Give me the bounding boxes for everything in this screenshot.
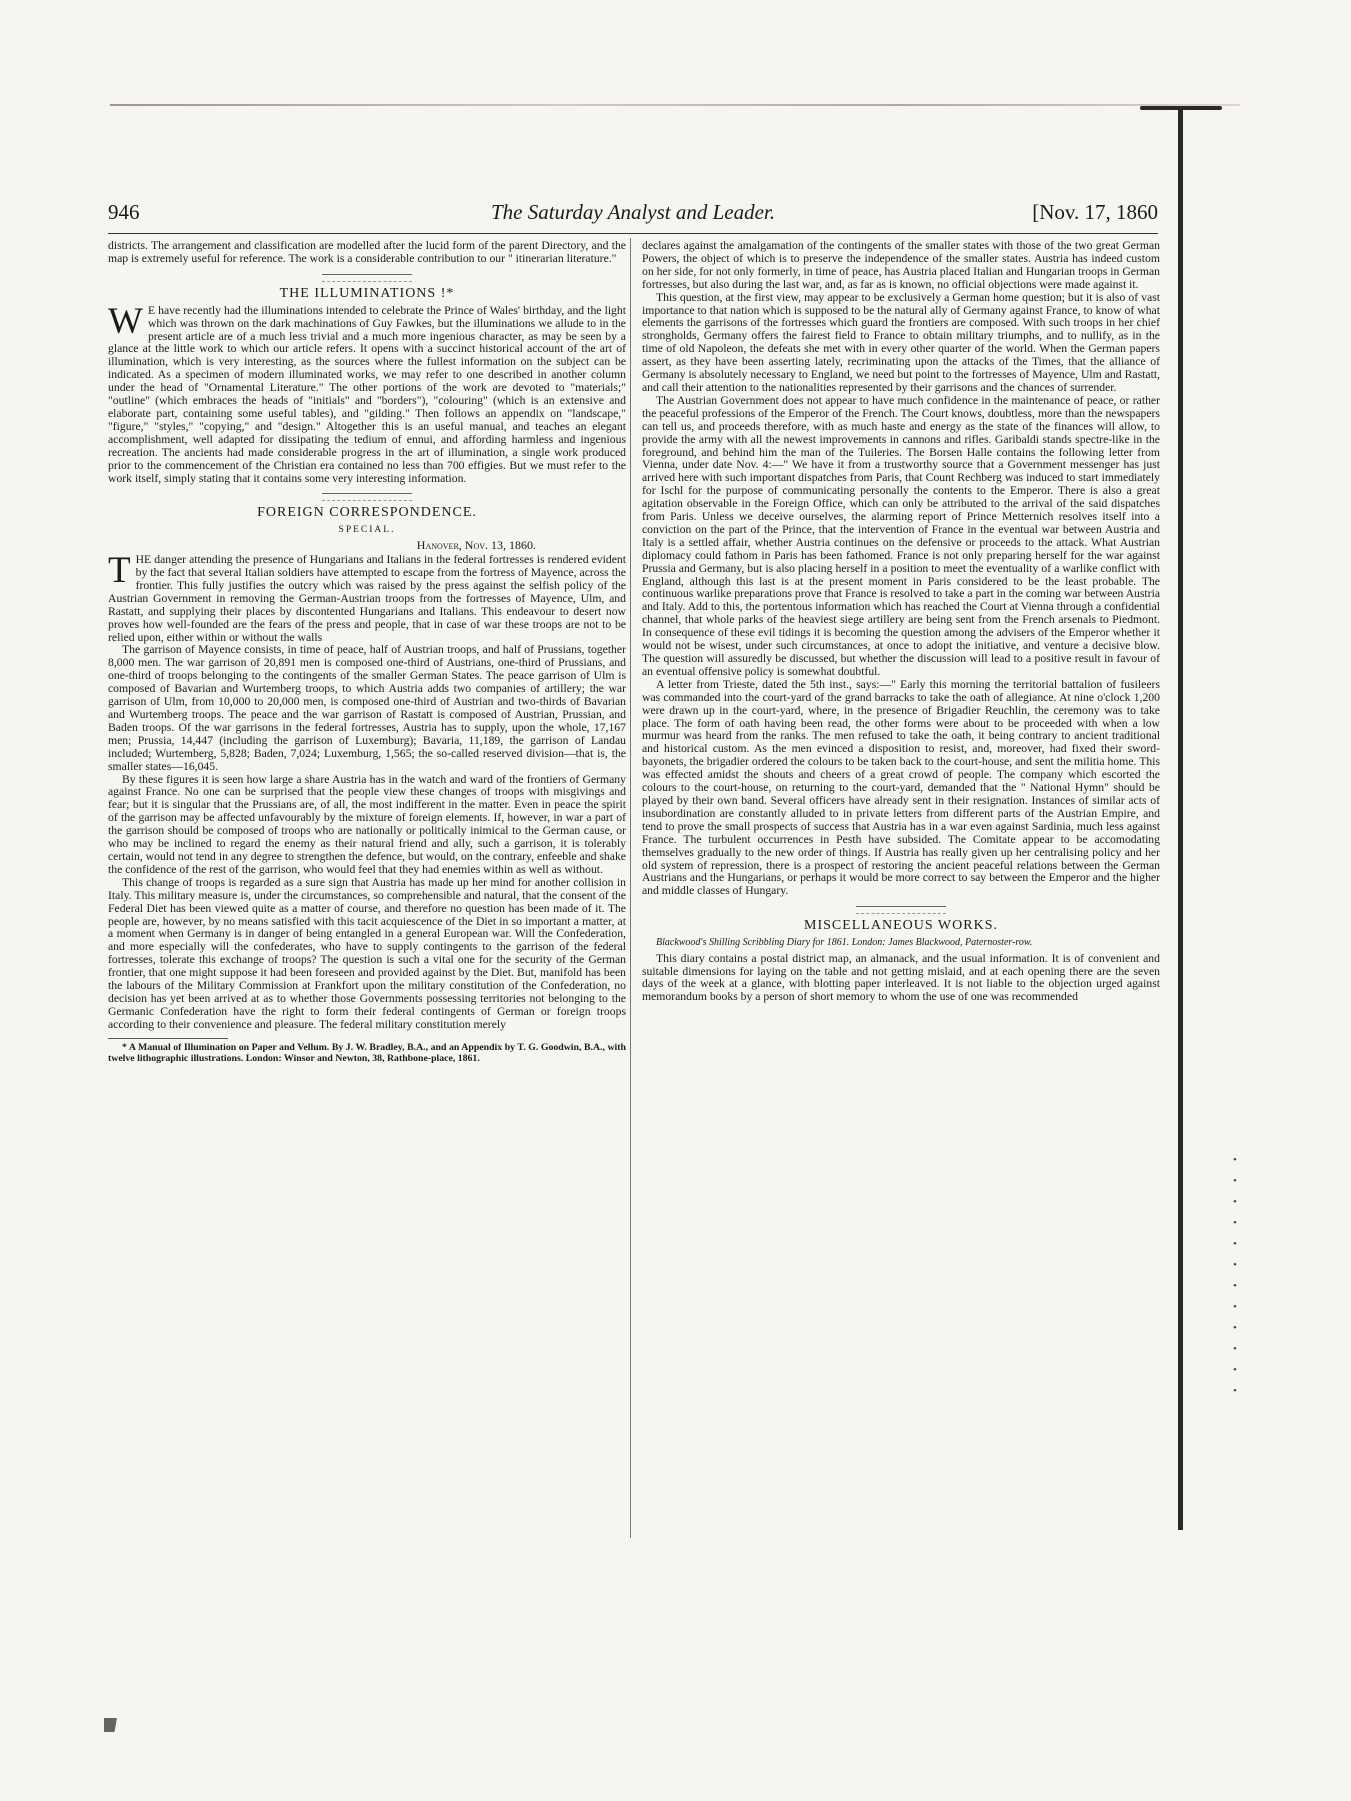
scan-top-edge (110, 104, 1240, 106)
issue-date: [Nov. 17, 1860 (1032, 200, 1158, 224)
intro-paragraph: districts. The arrangement and classification are modelled after the lucid form of the parent Directory, and the map is extremely useful for reference. The work is a considerable contribution to our " itinerarian literature." (108, 239, 626, 265)
misc-listing: Blackwood's Shilling Scribbling Diary for 1861. London: James Blackwood, Paternoster-row. (656, 937, 1033, 949)
footnote: * A Manual of Illumination on Paper and Vellum. By J. W. Bradley, B.A., and an Appendix by T. G. Goodwin, B.A., with twelve lithographic illustrations. London: Winsor and Newton, 38, Rathbone-place, 1861. (108, 1041, 626, 1064)
section-divider (322, 274, 412, 282)
foreign-subtitle: SPECIAL. (338, 525, 396, 536)
scan-corner-mark (104, 1718, 144, 1732)
foreign-correspondence-title: FOREIGN CORRESPONDENCE. (257, 505, 477, 521)
right-paragraph: This question, at the first view, may appear to be exclusively a German home question; but it is also of vast importance to that nation which is supposed to be the natural ally of Germany against France, to know of what elements the garrisons of the fortresses which guard the frontiers are composed. With such troops in her chief strongholds, Germany offers the fairest field to France to obtain military triumphs, and to nullify, as in the time of old Napoleon, the defeats she met with in every other quarter of the world. When the German papers assert, as they have been asserting lately, recriminating upon the attacks of the Times, that the alliance of Germany is absolutely necessary to England, we need but point to the fortresses of Mayence, Ulm and Rastatt, and call their attention to the nationalities represented by their garrisons and the chances of surrender. (642, 290, 1160, 394)
column-divider (630, 238, 631, 1538)
right-paragraph: The Austrian Government does not appear to have much confidence in the maintenance of peace, or rather the peaceful professions of the Emperor of the French. The Court knows, doubtless, more than the newspapers can tell us, and proceeds therefore, with as much haste and energy as the state of the finances will allow, to provide the army with all the newest improvements in cannons and rifles. Garibaldi stands spectre-like in the foreground, and behind him the man of the Tuileries. The Borsen Halle contains the following letter from Vienna, under date Nov. 4:—" We have it from a trustworthy source that a Government messenger has just arrived here with such important dispatches from Paris, that Count Rechberg was induced to start immediately for Ischl for the purpose of communicating personally the contents to the Emperor. There is also a great agitation observable in the Foreign Office, which can only be attributed to the arrival of the said dispatches from Paris. Unless we deceive ourselves, the alarming report of Prince Metternich resolves itself into a conviction on the part of the Prince, that the intervention of France in the eventual war between Austria and Italy is a settled affair, whether Austria continues on the defensive or proceeds to the attack. What Austrian diplomacy could fathom in Paris has been fathomed. France is not only preparing herself for the war against Prussia and Germany, but is also placing herself in a position to meet the eventuality of a warlike conflict with England, although this last is at the present moment in Paris considered to be the least probable. The continuous warlike preparations prove that France is resolved to take a part in the coming war between Austria and Italy. Add to this, the portentous information which has reached the Court at Vienna through a confidential channel, that whole parks of the heaviest siege artillery are being sent from the French arsenals to Piedmont. In consequence of these evil tidings it is becoming the question among the advisers of the Emperor whether it would not be wisest, under such circumstances, at once to adopt the initiative, and venture a decisive blow. The question will assuredly be discussed, but whether the discussion will lead to a positive result in favour of an eventual offensive policy is somewhat doubtful. (642, 393, 1160, 678)
page-header (108, 200, 1158, 230)
illuminations-title: THE ILLUMINATIONS !* (279, 285, 455, 301)
header-rule (108, 233, 1158, 234)
right-column (642, 240, 1160, 1004)
left-column (108, 240, 626, 1064)
footnote-rule (108, 1038, 228, 1039)
right-paragraph: declares against the amalgamation of the contingents of the smaller states with those of the two great German Powers, the object of which is to preserve the independence of the smaller states. Austria has indeed custom on her side, for not only formerly, in time of peace, has Austria placed Italian and Hungarian troops in German fortresses, but also during the last war, and, as far as is known, no official objections were made against it. (642, 239, 1160, 291)
illuminations-body: E have recently had the illuminations intended to celebrate the Prince of Wales' birthday, and the light which was thrown on the dark machinations of Guy Fawkes, but the illuminations we allude to in the present article are of a much less trivial and a much more ingenious character, as may be seen by a glance at the little work to which our article refers. It opens with a succinct historical account of the art of illumination, which is very interesting, as the sources where the fullest information on the subject can be indicated. As a specimen of modern illuminated works, we may refer to one described in another column under the head of "Ornamental Literature." The other portions of the work are devoted to "materials;" "outline" (which embraces the heads of "initials" and "borders"), "colouring" (which is an extensive and elaborate part, containing some useful tables), and "gilding." Then follows an appendix on "landscape," "figure," "styles," "copying," and "design." Altogether this is an useful manual, and teaches an elegant accomplishment, well adapted for dissipating the tedium of ennui, and affording harmless and ingenious recreation. The ancients had made considerable progress in the art of illumination, a single work produced prior to the commencement of the Christian era contained no less than 700 effigies. But we must refer to the work itself, simply stating that it contains some very interesting information. (108, 303, 626, 485)
dropcap-t: T (108, 550, 131, 592)
right-paragraph: A letter from Trieste, dated the 5th inst., says:—" Early this morning the territorial battalion of fusileers was commanded into the court-yard of the grand barracks to take the oath of allegiance. At nine o'clock 1,200 were drawn up in the court-yard, where, in the presence of Brigadier Reuchlin, the ceremony was to take place. The form of oath having been read, the other forms were about to be proceeded with when a low murmur was heard from the ranks. The men refused to take the oath, it being contrary to ancient traditional and historical custom. As the men evinced a disposition to resist, and, moreover, had fixed their sword-bayonets, the brigadier ordered the colours to be taken back to the court-house, and sent the militia home. This was effected amidst the shouts and cheers of a great crowd of people. The company which escorted the colours to the court-house, on returning to the court-yard, demanded that the " National Hymn" should be played by their own band. Several officers have already sent in their resignation. Instances of similar acts of insubordination are constantly alluded to in private letters from different parts of the Austrian Empire, and tend to prove the small prospects of success that Austria has in a war even against Sardinia, much less against France. The turbulent occurrences in Pesth have subsided. The Comitate appear to be accomodating themselves gradually to the new order of things. If Austria has really given up her centralising policy and her old system of repression, there is a prospect of restoring the ancient peaceful relations between the German Austrians and the Hungarians, or perhaps it would be more correct to say between the Emperor and the higher and middle classes of Hungary. (642, 677, 1160, 898)
illuminations-article (108, 300, 626, 486)
foreign-dateline: Hanover, Nov. 13, 1860. (416, 538, 536, 553)
misc-works-title: MISCELLANEOUS WORKS. (804, 918, 998, 934)
foreign-paragraph-text: HE danger attending the presence of Hungarians and Italians in the federal fortresses is rendered evident by the fact that several Italian soldiers have attempted to escape from the fortress of Mayence, across the frontier. This fully justifies the outcry which was raised by the press against the selfish policy of the Austrian Government in removing the German-Austrian troops from the fortresses of Mayence, Ulm, and Rastatt, and supplying their places by discontented Hungarians and Italians. This endeavour to desert now proves how well-founded are the fears of the press and people, that in case of war these troops are not to be relied upon, either within or without the walls (108, 553, 626, 644)
foreign-paragraph: The garrison of Mayence consists, in time of peace, half of Austrian troops, and half of Prussians, together 8,000 men. The war garrison of 20,891 men is composed one-third of Austrians, one-third of Prussians, and one-third of troops belonging to the contingents of the smaller German States. The peace garrison of Ulm is composed of Bavarian and Wurtemberg troops, to which Austria adds two companies of artillery; the war garrison of Ulm, from 10,000 to 20,000 men, is composed one-third of Austrian and two-thirds of Bavarian and Wurtemberg troops. The peace and the war garrison of Rastatt is composed of Austrian, Prussian, and Baden troops. Of the war garrisons in the federal fortresses, Austria has to supply, upon the whole, 17,167 men; Prussia, 14,447 (including the garrison of Luxemburg); Bavaria, 11,189, the garrison of Landau included; Wurtemberg, 5,828; Baden, 7,024; Luxemburg, 1,565; the so-called reserved division—that is, the smaller states—16,045. (108, 643, 626, 773)
page-number: 946 (108, 200, 140, 224)
binding-bar (1178, 110, 1183, 1530)
foreign-paragraph: By these figures it is seen how large a share Austria has in the watch and ward of the frontiers of Germany against France. No one can be surprised that the people view these changes of troops with misgivings and fear; but it is singular that the Prussians are, of all, the most indifferent in the matter. Even in peace the spirit of the garrison may be affected unfavourably by the mixture of foreign elements. If, however, in war a part of the garrison should be composed of troops who are nationally or politically inimical to the German cause, or who may be inclined to regard the enemy as their natural friend and ally, such a garrison, it is tolerably certain, would not tend in any degree to strengthen the defence, but would, on the contrary, enfeeble and shake the confidence of the rest of the garrison, who would feel that they had enemies within as well as without. (108, 772, 626, 876)
section-divider (322, 493, 412, 501)
section-divider (856, 906, 946, 914)
dropcap-w: W (108, 300, 143, 342)
misc-body: This diary contains a postal district map, an almanack, and the usual information. It is of convenient and suitable dimensions for laying on the table and not getting mislaid, and at each opening there are the seven days of the week at a glance, with blotting paper interleaved. It is not liable to the objection urged against memorandum books by a person of short memory to whom the use of one was recommended (642, 951, 1160, 1004)
foreign-paragraph: This change of troops is regarded as a sure sign that Austria has made up her mind for another collision in Italy. This military measure is, under the circumstances, so comprehensible and natural, that the consent of the Federal Diet has been viewed quite as a matter of course, and therefore no question has been made of it. The people are, however, by no means satisfied with this tacit acquiescence of the Diet in so important a matter, at a moment when Germany is in danger of being entangled in a general European war. Will the Confederation, and more especially will the confederates, who have to supply contingents to the garrison of the federal fortresses, tolerate this exchange of troops? The question is such a vital one for the security of the German frontier, that one might suppose it had been foreseen and provided against by the Diet. But, manifold has been the labours of the Military Commission at Frankfort upon the military constitution of the Confederation, no decision has yet been arrived at as to whether those Governments possessing territories not belonging to the Germanic Confederation have the right to form their federal contingents of German or foreign troops according to their convenience and pleasure. The federal military constitution merely (108, 875, 626, 1031)
foreign-paragraph (108, 550, 626, 644)
running-title: The Saturday Analyst and Leader. (490, 200, 776, 224)
page-edge-marks: • • • • • • • • • • • • (1233, 1154, 1237, 1397)
